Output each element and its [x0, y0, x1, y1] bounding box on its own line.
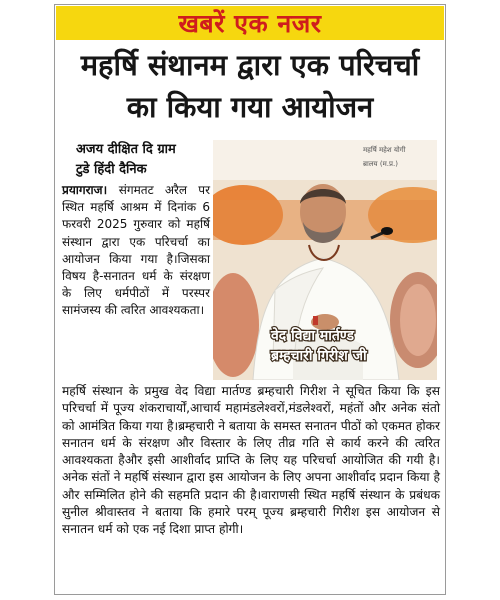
article-column [62, 182, 210, 320]
photo-illustration [213, 140, 437, 380]
byline-line-2: टुडे हिंदी दैनिक [76, 162, 147, 177]
sign-text: महर्षि महेश योगी [363, 146, 406, 154]
dateline: प्रयागराज। [62, 183, 119, 197]
headline-line-1: महर्षि संथानम द्वारा एक परिचर्चा [80, 48, 420, 82]
byline-line-1: अजय दीक्षित दि ग्राम [76, 142, 176, 157]
photo-caption-line-1: वेद विद्या मार्तण्ड [271, 328, 354, 344]
article-photo [213, 140, 437, 380]
article-body: महर्षि संस्थान के प्रमुख वेद विद्या मार्तण्ड ब्रम्हचारी गिरीश ने सूचित किया कि इस परिचर्चा में पूज्य शंकराचार्यों,आचार्य महामंडलेश्वरों,मंडलेश्वरों, महंतों और अनेक संतो को आमंत्रित किया गया है।ब्रम्हचारी ने बताया के समस्त सनातन पीठों को एकमत होकर सनातन धर्म के संरक्षण और विस्तार के लिए तीव्र गति से कार्य करने की त्वरित आवश्यकता हैऔर इसी आशीर्वाद प्राप्ति के लिए यह परिचर्चा आयोजित की गयी है।अनेक संतों ने महर्षि संस्थान द्वारा इस आयोजन के लिए अपना आशीर्वाद प्रदान किया है और सम्मिलित होने की सहमति प्रदान की है।वाराणसी स्थित महर्षि संस्थान के प्रबंधक सुनील श्रीवास्तव ने बताया कि हमारे परम् पूज्य ब्रम्हचारी गिरीश इस आयोजन से सनातन धर्म को एक नई दिशा प्राप्त होगी। [62, 384, 440, 537]
column-text: संगमतट अरैल पर स्थित महर्षि आश्रम में दिनांक 6 फरवरी 2025 गुरुवार को महर्षि संस्थान द्वारा एक परिचर्चा का आयोजन किया गया है।जिसका विषय है-सनातन धर्म के संरक्षण के लिए धर्मपीठों में परस्पर सामंजस्य की त्वरित आवश्यकता। [62, 183, 210, 318]
banner-title: खबरें एक नजर [178, 9, 322, 38]
byline [76, 140, 216, 180]
section-banner [56, 6, 444, 40]
sign-text-2: ब्रालय (म.प्र.) [363, 160, 398, 168]
photo-caption-line-2: ब्रम्हचारी गिरीश जी [271, 348, 367, 364]
headline-line-2: का किया गया आयोजन [126, 90, 374, 124]
